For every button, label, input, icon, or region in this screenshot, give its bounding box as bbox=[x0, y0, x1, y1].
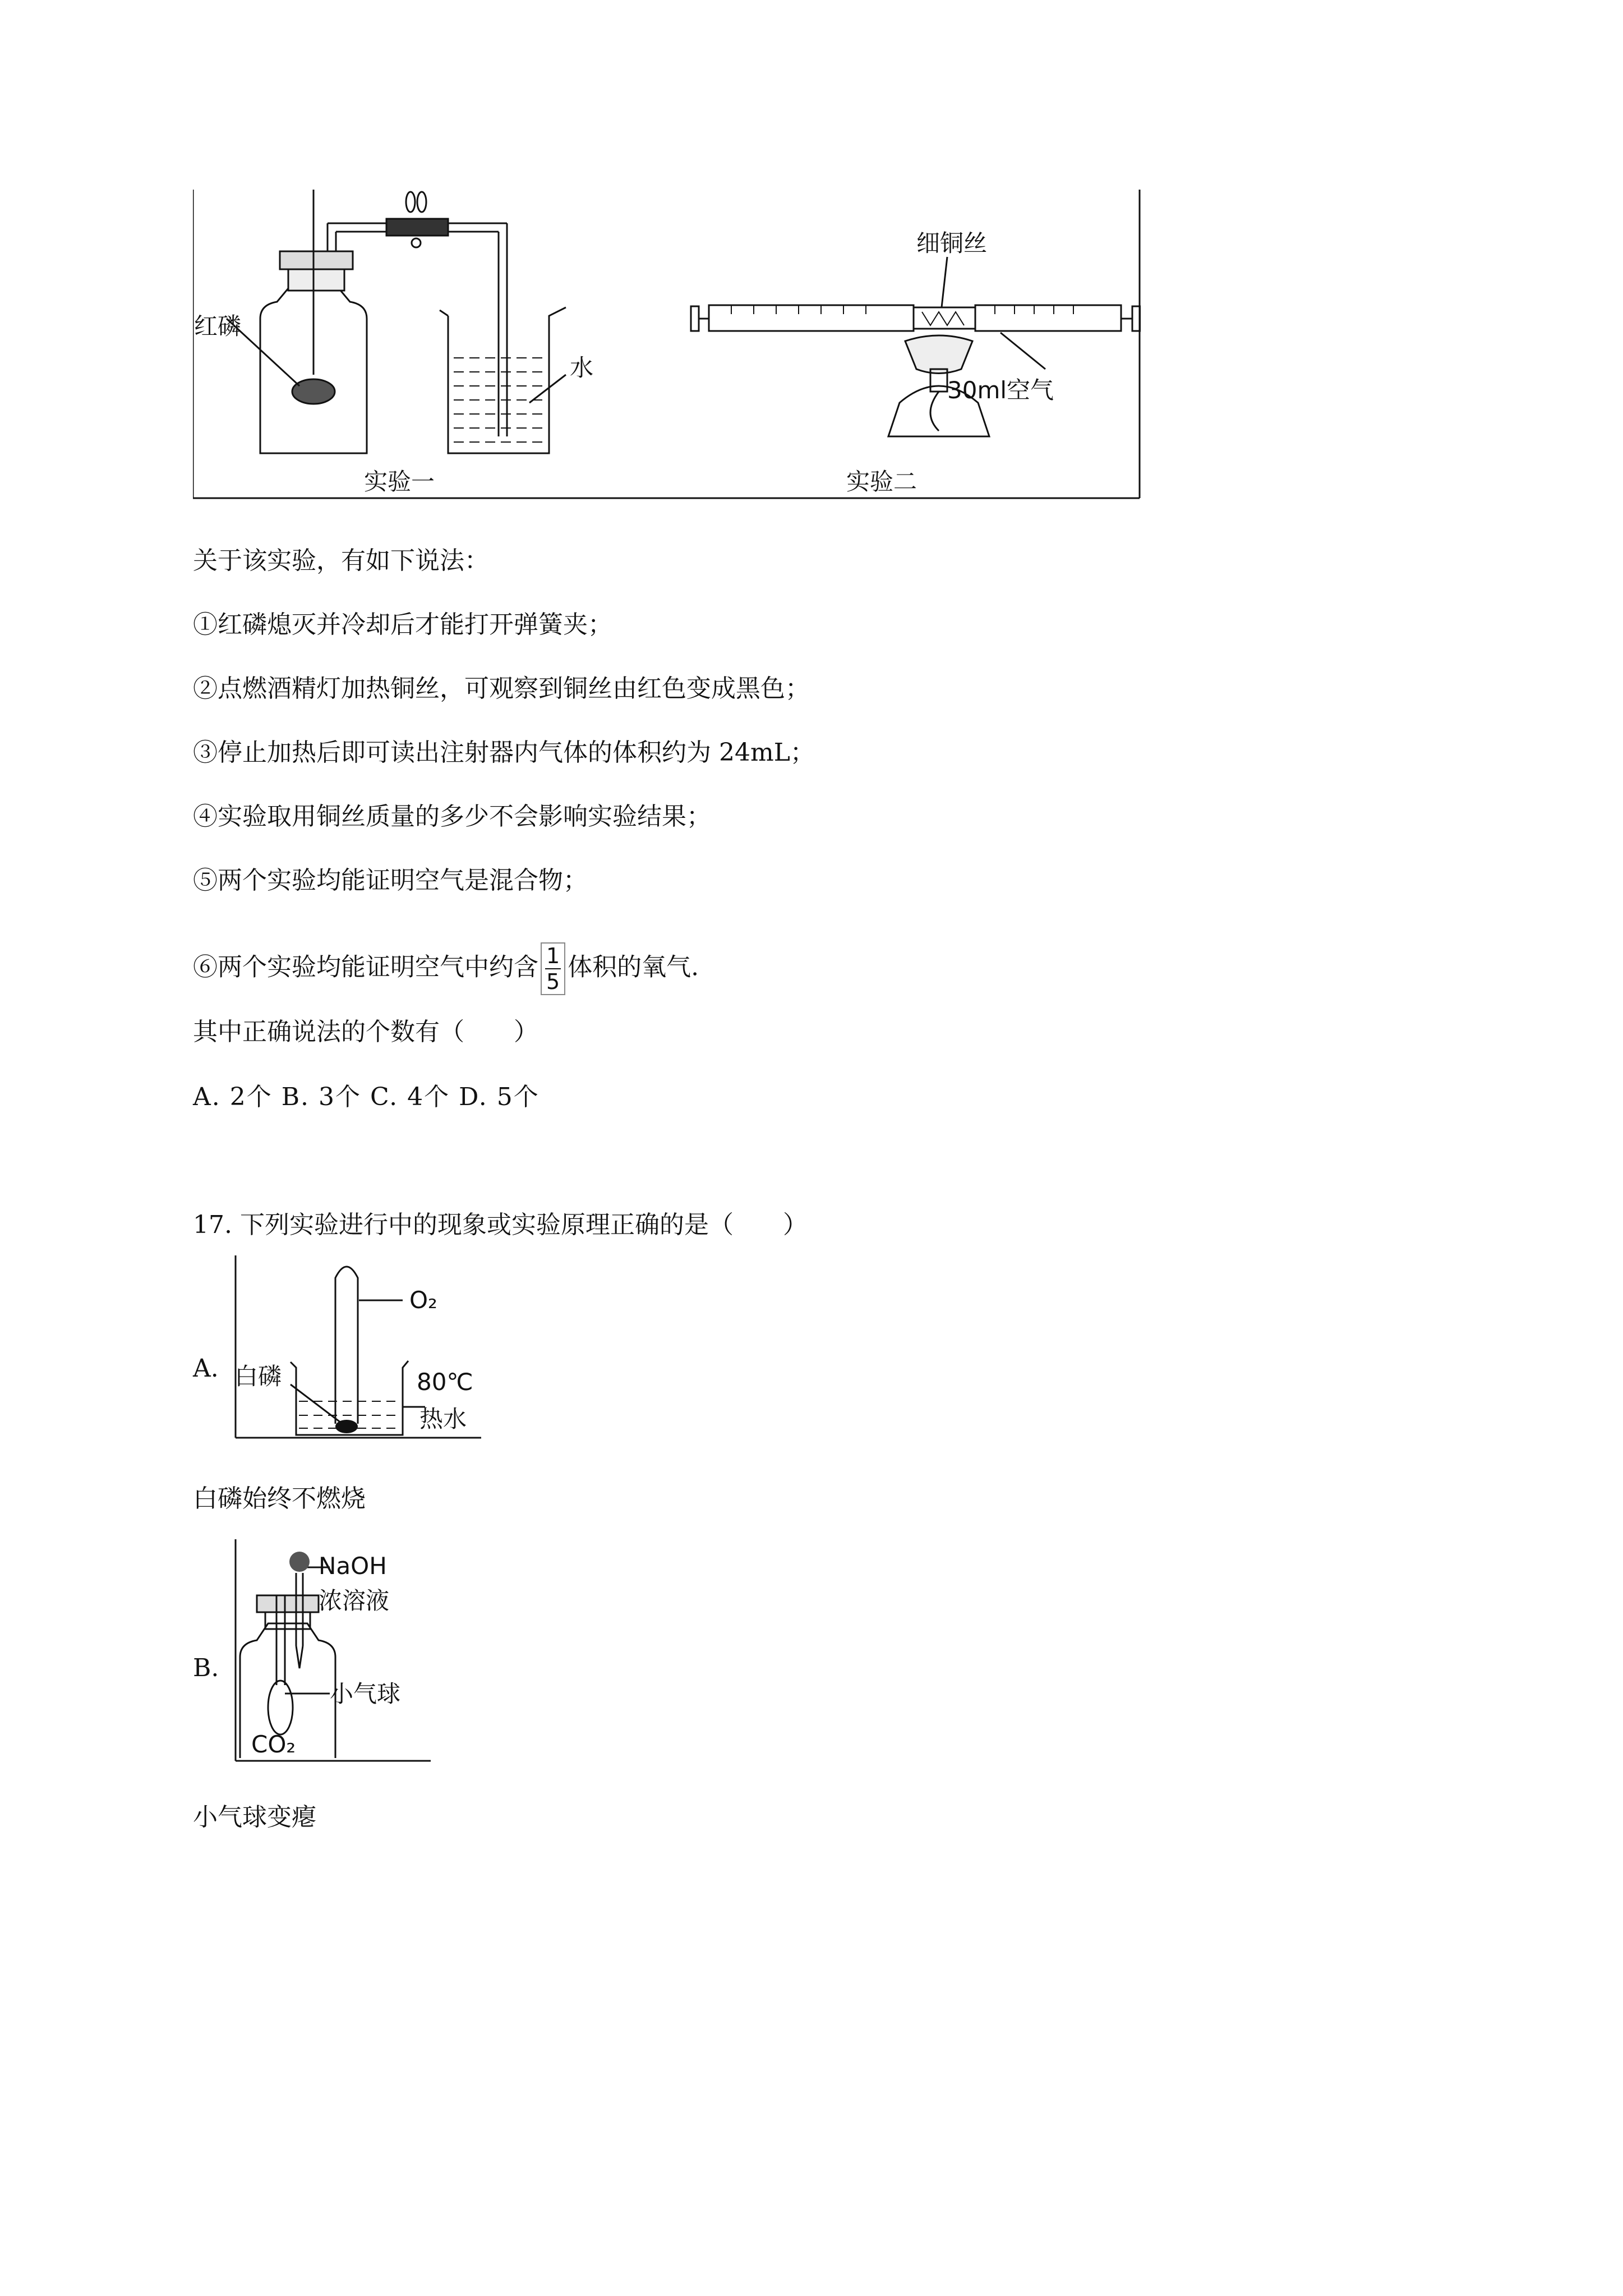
option-b-figure bbox=[234, 1539, 431, 1764]
q17-stem: 17. 下列实验进行中的现象或实验原理正确的是（ ） bbox=[193, 1211, 808, 1239]
exp1-caption: 实验一 bbox=[364, 468, 435, 495]
red-phosphorus-label: 红磷 bbox=[194, 312, 242, 340]
fraction-one-fifth bbox=[541, 942, 565, 995]
q16-question: 其中正确说法的个数有（ ） bbox=[193, 1018, 538, 1046]
q17-option-a-caption: 白磷始终不燃烧 bbox=[193, 1484, 366, 1513]
q16-statement-2: ②点燃酒精灯加热铜丝，可观察到铜丝由红色变成黑色； bbox=[193, 674, 810, 703]
white-phosphorus-label: 白磷 bbox=[234, 1363, 282, 1390]
fraction-denominator: 5 bbox=[546, 969, 560, 994]
fraction-numerator: 1 bbox=[546, 944, 560, 968]
exp2-apparatus bbox=[691, 257, 1140, 436]
q16-statement-6 bbox=[193, 942, 699, 995]
air-volume-label: 30ml空气 bbox=[947, 376, 1054, 404]
balloon-label: 小气球 bbox=[330, 1680, 401, 1708]
q16-statement-5: ⑤两个实验均能证明空气是混合物； bbox=[193, 866, 588, 895]
experiment-figure bbox=[193, 190, 1141, 504]
copper-wire-label: 细铜丝 bbox=[916, 229, 988, 257]
hot-water-label: 热水 bbox=[419, 1405, 467, 1433]
water-label: 水 bbox=[570, 354, 594, 381]
temperature-label: 80℃ bbox=[417, 1368, 473, 1396]
exp1-apparatus bbox=[227, 190, 566, 453]
q16-statement-4: ④实验取用铜丝质量的多少不会影响实验结果； bbox=[193, 802, 711, 831]
q17-option-a-letter: A. bbox=[193, 1354, 219, 1383]
q17-option-b-letter: B. bbox=[193, 1654, 219, 1682]
q17-option-b-caption: 小气球变瘪 bbox=[193, 1803, 316, 1832]
q16-intro: 关于该实验，有如下说法： bbox=[193, 546, 489, 575]
exp2-caption: 实验二 bbox=[846, 468, 917, 495]
q16-s6-prefix: ⑥两个实验均能证明空气中约含 bbox=[193, 953, 538, 982]
o2-label: O₂ bbox=[409, 1286, 437, 1314]
q16-s6-suffix: 体积的氧气. bbox=[568, 953, 699, 982]
co2-label: CO₂ bbox=[251, 1731, 296, 1758]
q16-statement-1: ①红磷熄灭并冷却后才能打开弹簧夹； bbox=[193, 610, 612, 639]
q16-statement-3: ③停止加热后即可读出注射器内气体的体积约为 24mL； bbox=[193, 738, 815, 767]
option-a-figure bbox=[234, 1255, 481, 1441]
q16-options: A. 2个 B. 3个 C. 4个 D. 5个 bbox=[193, 1083, 540, 1111]
naoh-label: NaOH bbox=[319, 1552, 387, 1580]
concentrated-solution-label: 浓溶液 bbox=[319, 1587, 390, 1614]
